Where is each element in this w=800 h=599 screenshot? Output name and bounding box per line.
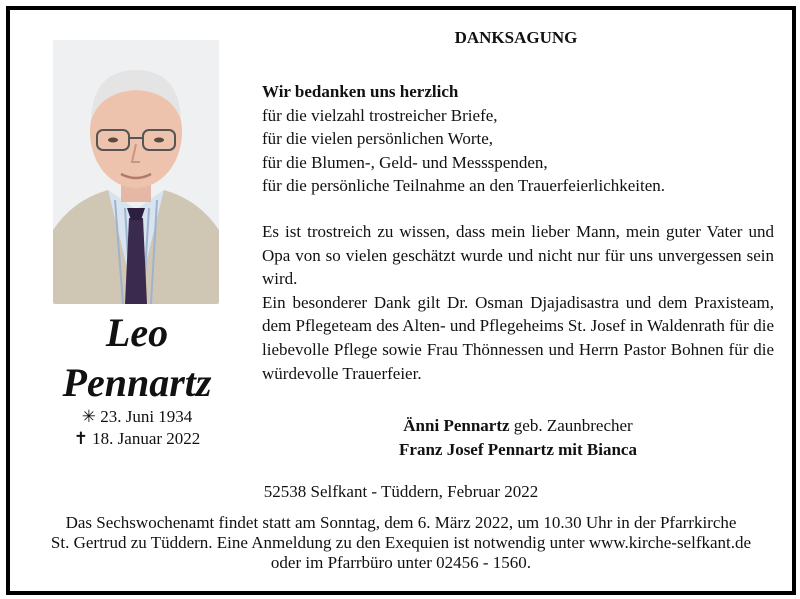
death-date: ✝ 18. Januar 2022	[73, 429, 201, 448]
thanks-line: für die Blumen-, Geld- und Messspenden,	[262, 152, 548, 172]
footer-line: Das Sechswochenamt findet statt am Sonntag, dem 6. März 2022, um 10.30 Uhr in der Pfarrkirche	[65, 513, 737, 532]
thanks-line: für die vielzahl trostreicher Briefe,	[262, 105, 498, 125]
signature-line-2: Franz Josef Pennartz mit Bianca	[399, 440, 637, 459]
portrait-photo	[53, 40, 219, 304]
thanks-intro: Wir bedanken uns herzlich	[262, 82, 459, 101]
footer-line: St. Gertrud zu Tüddern. Eine Anmeldung zu den Exequien ist notwendig unter www.kirche-selfkant.de	[50, 533, 752, 552]
paragraph-special-thanks: Ein besonderer Dank gilt Dr. Osman Djajadisastra und dem Praxisteam, dem Pflegeteam des Alten- und Pflegeheims St. Josef in Waldenrath für die liebevolle Pflege sowie Frau Thönnessen und Herrn Pastor Bohnen für die würdevolle Trauerfeier.	[262, 292, 774, 383]
place-and-date: 52538 Selfkant - Tüddern, Februar 2022	[263, 482, 539, 501]
signature-line-1	[262, 414, 774, 438]
signature-maiden-name: geb. Zaunbrecher	[509, 416, 633, 435]
service-announcement	[10, 513, 792, 573]
paragraph-comfort: Es ist trostreich zu wissen, dass mein lieber Mann, mein guter Vater und Opa von so vielen geschätzt wurde und nicht nur für uns unvergessen sein wird.	[262, 222, 774, 289]
birth-date: ✳ 23. Juni 1934	[81, 407, 193, 426]
obituary-card	[6, 6, 796, 595]
thanks-line: für die persönliche Teilnahme an den Trauerfeierlichkeiten.	[262, 176, 666, 196]
deceased-first-name: Leo	[105, 310, 169, 355]
thanks-list	[262, 80, 774, 198]
portrait-illustration	[53, 40, 219, 304]
thanks-paragraphs	[262, 220, 774, 385]
thanks-line: für die vielen persönlichen Worte,	[262, 129, 494, 149]
footer-line: oder im Pfarrbüro unter 02456 - 1560.	[270, 553, 532, 572]
card-heading: DANKSAGUNG	[454, 28, 578, 47]
deceased-last-name: Pennartz	[62, 360, 212, 405]
signature-name-1: Änni Pennartz	[403, 416, 510, 435]
